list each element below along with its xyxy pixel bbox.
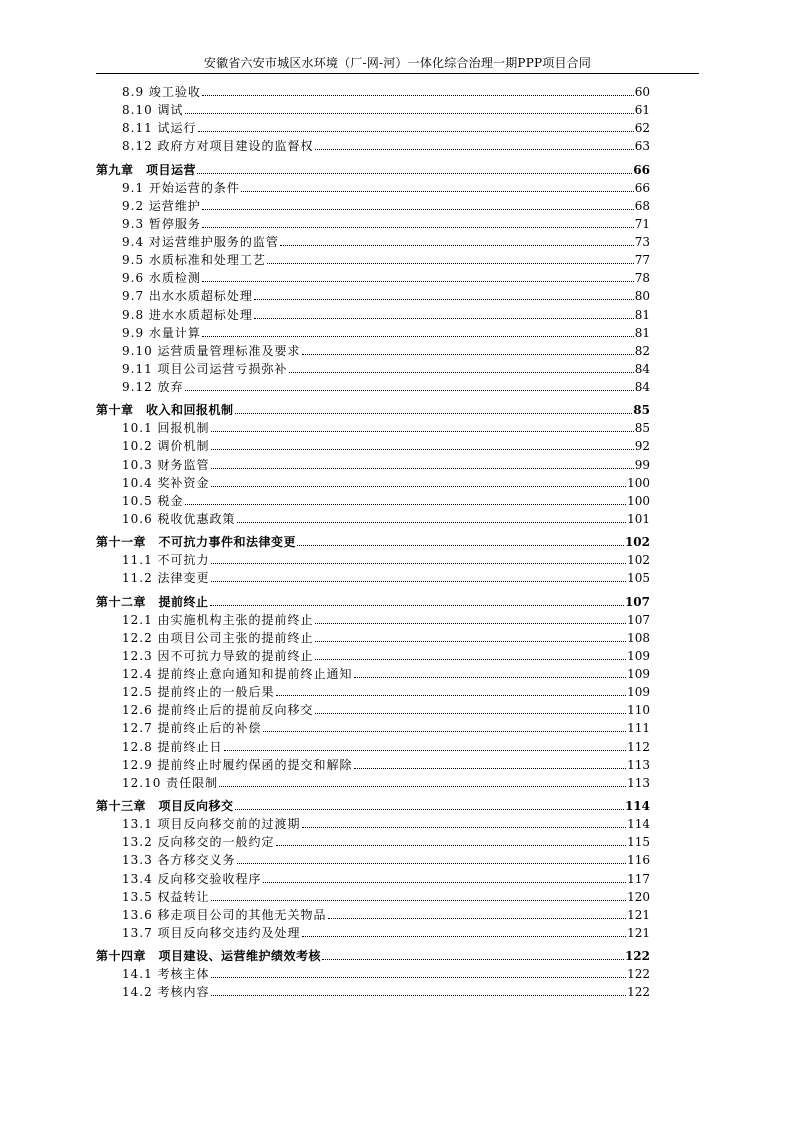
toc-page-number: 122 <box>627 985 650 1000</box>
toc-entry-label: 8.11 试运行 <box>122 121 197 136</box>
toc-entry-label: 8.10 调试 <box>122 103 184 118</box>
toc-page-number: 108 <box>627 631 650 645</box>
toc-entry-label: 12.10 责任限制 <box>122 775 219 790</box>
toc-entry-label: 13.5 权益转让 <box>122 889 210 904</box>
toc-dot-leader <box>197 173 632 174</box>
toc-page-number: 109 <box>627 685 650 700</box>
toc-section-entry[interactable] <box>96 867 650 885</box>
toc-page-number: 109 <box>627 649 650 664</box>
toc-entry-label: 12.9 提前终止时履约保函的提交和解除 <box>122 757 353 772</box>
toc-entry-label: 13.2 反向移交的一般约定 <box>122 835 275 850</box>
toc-page-number: 81 <box>634 307 650 322</box>
toc-entry-label: 14.1 考核主体 <box>122 967 210 982</box>
toc-dot-leader <box>211 563 627 564</box>
toc-page-number: 110 <box>627 703 650 718</box>
toc-entry-label: 13.4 反向移交验收程序 <box>122 871 262 886</box>
toc-section-entry[interactable] <box>96 376 650 394</box>
toc-entry-label: 12.8 提前终止日 <box>122 739 223 754</box>
toc-chapter-entry[interactable] <box>96 531 650 549</box>
toc-entry-label: 9.12 放弃 <box>122 379 184 394</box>
toc-dot-leader <box>263 731 627 732</box>
toc-chapter-entry[interactable] <box>96 159 650 177</box>
toc-dot-leader <box>315 659 627 660</box>
toc-section-entry[interactable] <box>96 117 650 135</box>
toc-page-number: 102 <box>627 553 650 568</box>
toc-section-entry[interactable] <box>96 772 650 790</box>
toc-page-number: 84 <box>634 361 650 376</box>
toc-section-entry[interactable] <box>96 645 650 663</box>
toc-section-entry[interactable] <box>96 717 650 735</box>
toc-section-entry[interactable] <box>96 99 650 117</box>
toc-dot-leader <box>328 918 627 919</box>
toc-page-number: 92 <box>634 439 650 454</box>
toc-dot-leader <box>211 995 627 996</box>
toc-dot-leader <box>276 695 627 696</box>
toc-page-number: 82 <box>634 343 650 358</box>
toc-page-number: 102 <box>624 535 650 550</box>
toc-section-entry[interactable] <box>96 249 650 267</box>
toc-page-number: 114 <box>627 817 650 832</box>
toc-entry-label: 10.1 回报机制 <box>122 421 210 436</box>
toc-dot-leader <box>354 677 627 678</box>
toc-page-number: 115 <box>627 835 650 850</box>
toc-dot-leader <box>237 863 627 864</box>
toc-entry-label: 13.1 项目反向移交前的过渡期 <box>122 817 301 832</box>
toc-section-entry[interactable] <box>96 567 650 585</box>
header-rule <box>96 73 699 74</box>
toc-page-number: 61 <box>634 103 650 118</box>
toc-chapter-entry[interactable] <box>96 399 650 417</box>
toc-entry-label: 10.2 调价机制 <box>122 439 210 454</box>
toc-section-entry[interactable] <box>96 886 650 904</box>
toc-page-number: 117 <box>627 871 650 886</box>
toc-page-number: 78 <box>634 271 650 286</box>
toc-entry-label: 10.6 税收优惠政策 <box>122 511 236 526</box>
toc-dot-leader <box>211 486 627 487</box>
toc-entry-label: 10.5 税金 <box>122 493 184 508</box>
toc-entry-label: 9.11 项目公司运营亏损弥补 <box>122 361 288 376</box>
toc-page-number: 85 <box>634 421 650 436</box>
table-of-contents <box>96 81 650 999</box>
toc-page-number: 122 <box>627 967 650 982</box>
toc-page-number: 107 <box>624 594 650 609</box>
toc-dot-leader <box>211 581 627 582</box>
toc-page-number: 111 <box>627 721 650 736</box>
toc-section-entry[interactable] <box>96 177 650 195</box>
toc-page-number: 116 <box>627 853 650 868</box>
toc-page-number: 121 <box>627 907 650 922</box>
toc-page-number: 63 <box>634 139 650 154</box>
toc-chapter-entry[interactable] <box>96 795 650 813</box>
toc-entry-label: 13.3 各方移交义务 <box>122 853 236 868</box>
page-header: 安徽省六安市城区水环境（厂-网-河）一体化综合治理一期PPP项目合同 <box>203 56 592 70</box>
toc-dot-leader <box>198 131 634 132</box>
toc-entry-label: 12.3 因不可抗力导致的提前终止 <box>122 649 314 664</box>
toc-section-entry[interactable] <box>96 213 650 231</box>
toc-section-entry[interactable] <box>96 135 650 153</box>
toc-page-number: 113 <box>627 757 650 772</box>
toc-page-number: 107 <box>627 612 650 627</box>
toc-entry-label: 第十一章 不可抗力事件和法律变更 <box>96 535 297 550</box>
toc-dot-leader <box>254 299 634 300</box>
toc-entry-label: 11.2 法律变更 <box>122 571 210 586</box>
toc-dot-leader <box>302 354 634 355</box>
toc-section-entry[interactable] <box>96 195 650 213</box>
toc-page-number: 112 <box>627 739 650 754</box>
toc-entry-label: 12.2 由项目公司主张的提前终止 <box>122 631 314 645</box>
toc-section-entry[interactable] <box>96 340 650 358</box>
toc-entry-label: 12.1 由实施机构主张的提前终止 <box>122 612 314 627</box>
toc-entry-label: 13.6 移走项目公司的其他无关物品 <box>122 907 327 922</box>
toc-section-entry[interactable] <box>96 267 650 285</box>
toc-dot-leader <box>322 959 624 960</box>
toc-dot-leader <box>280 245 634 246</box>
toc-dot-leader <box>315 641 627 642</box>
toc-section-entry[interactable] <box>96 813 650 831</box>
toc-page-number: 73 <box>634 235 650 250</box>
toc-page-number: 100 <box>627 493 650 508</box>
toc-page-number: 122 <box>624 949 650 964</box>
toc-page-number: 113 <box>627 775 650 790</box>
toc-section-entry[interactable] <box>96 358 650 376</box>
toc-page-number: 66 <box>633 162 650 177</box>
toc-section-entry[interactable] <box>96 627 650 645</box>
toc-section-entry[interactable] <box>96 417 650 435</box>
toc-section-entry[interactable] <box>96 435 650 453</box>
toc-dot-leader <box>263 882 627 883</box>
toc-dot-leader <box>211 449 634 450</box>
toc-entry-label: 9.5 水质标准和处理工艺 <box>122 253 266 268</box>
toc-entry-label: 8.12 政府方对项目建设的监督权 <box>122 139 314 154</box>
toc-section-entry[interactable] <box>96 81 650 99</box>
toc-dot-leader <box>211 900 627 901</box>
toc-dot-leader <box>237 522 627 523</box>
toc-dot-leader <box>185 390 634 391</box>
toc-dot-leader <box>276 845 627 846</box>
toc-entry-label: 9.2 运营维护 <box>122 198 201 213</box>
toc-section-entry[interactable] <box>96 453 650 471</box>
toc-dot-leader <box>289 372 634 373</box>
toc-dot-leader <box>235 809 624 810</box>
toc-entry-label: 9.10 运营质量管理标准及要求 <box>122 343 301 358</box>
toc-entry-label: 9.6 水质检测 <box>122 271 201 286</box>
toc-dot-leader <box>302 827 627 828</box>
toc-dot-leader <box>302 936 627 937</box>
toc-dot-leader <box>211 431 634 432</box>
toc-page-number: 85 <box>633 403 650 418</box>
toc-section-entry[interactable] <box>96 549 650 567</box>
toc-section-entry[interactable] <box>96 922 650 940</box>
toc-page-number: 100 <box>627 475 650 490</box>
toc-section-entry[interactable] <box>96 285 650 303</box>
toc-section-entry[interactable] <box>96 831 650 849</box>
toc-entry-label: 第十章 收入和回报机制 <box>96 403 234 418</box>
toc-section-entry[interactable] <box>96 472 650 490</box>
toc-entry-label: 11.1 不可抗力 <box>122 553 210 568</box>
toc-page-number: 105 <box>627 571 650 586</box>
toc-entry-label: 10.3 财务监管 <box>122 457 210 472</box>
toc-entry-label: 9.7 出水水质超标处理 <box>122 289 253 304</box>
toc-dot-leader <box>297 545 624 546</box>
toc-dot-leader <box>185 113 634 114</box>
toc-page-number: 62 <box>634 121 650 136</box>
toc-chapter-entry[interactable] <box>96 945 650 963</box>
toc-dot-leader <box>202 281 634 282</box>
toc-dot-leader <box>202 209 634 210</box>
toc-entry-label: 9.1 开始运营的条件 <box>122 180 240 195</box>
toc-dot-leader <box>202 227 634 228</box>
toc-section-entry[interactable] <box>96 699 650 717</box>
toc-entry-label: 12.6 提前终止后的提前反向移交 <box>122 703 314 718</box>
toc-section-entry[interactable] <box>96 322 650 340</box>
toc-page-number: 60 <box>634 85 650 100</box>
toc-dot-leader <box>202 336 634 337</box>
toc-chapter-entry[interactable] <box>96 591 650 609</box>
toc-entry-label: 9.4 对运营维护服务的监管 <box>122 235 279 250</box>
toc-section-entry[interactable] <box>96 963 650 981</box>
toc-dot-leader <box>224 750 627 751</box>
toc-entry-label: 10.4 奖补资金 <box>122 475 210 490</box>
toc-page-number: 68 <box>634 198 650 213</box>
toc-dot-leader <box>185 504 627 505</box>
toc-page-number: 101 <box>627 511 650 526</box>
toc-entry-label: 12.7 提前终止后的补偿 <box>122 721 262 736</box>
toc-section-entry[interactable] <box>96 735 650 753</box>
toc-entry-label: 第十二章 提前终止 <box>96 594 209 609</box>
toc-dot-leader <box>211 468 634 469</box>
toc-page-number: 84 <box>634 379 650 394</box>
toc-dot-leader <box>235 413 633 414</box>
toc-dot-leader <box>315 623 627 624</box>
toc-section-entry[interactable] <box>96 849 650 867</box>
toc-entry-label: 14.2 考核内容 <box>122 985 210 1000</box>
toc-dot-leader <box>315 713 627 714</box>
toc-page-number: 81 <box>634 325 650 340</box>
toc-dot-leader <box>211 977 627 978</box>
toc-page-number: 99 <box>634 457 650 472</box>
toc-section-entry[interactable] <box>96 663 650 681</box>
toc-dot-leader <box>354 768 627 769</box>
toc-entry-label: 9.9 水量计算 <box>122 325 201 340</box>
toc-entry-label: 第十三章 项目反向移交 <box>96 799 234 814</box>
toc-page-number: 114 <box>624 799 650 814</box>
toc-entry-label: 9.3 暂停服务 <box>122 217 201 232</box>
toc-section-entry[interactable] <box>96 231 650 249</box>
toc-section-entry[interactable] <box>96 904 650 922</box>
toc-dot-leader <box>254 318 634 319</box>
toc-dot-leader <box>267 263 634 264</box>
toc-dot-leader <box>241 191 634 192</box>
toc-section-entry[interactable] <box>96 490 650 508</box>
toc-page-number: 121 <box>627 925 650 940</box>
toc-page-number: 120 <box>627 889 650 904</box>
toc-dot-leader <box>202 95 634 96</box>
toc-dot-leader <box>315 149 634 150</box>
toc-entry-label: 12.4 提前终止意向通知和提前终止通知 <box>122 667 353 682</box>
toc-section-entry[interactable] <box>96 303 650 321</box>
toc-entry-label: 9.8 进水水质超标处理 <box>122 307 253 322</box>
toc-entry-label: 第十四章 项目建设、运营维护绩效考核 <box>96 949 322 964</box>
toc-dot-leader <box>219 786 626 787</box>
toc-section-entry[interactable] <box>96 754 650 772</box>
toc-entry-label: 13.7 项目反向移交违约及处理 <box>122 925 301 940</box>
toc-section-entry[interactable] <box>96 681 650 699</box>
toc-section-entry[interactable] <box>96 981 650 999</box>
toc-page-number: 80 <box>634 289 650 304</box>
toc-page-number: 66 <box>634 180 650 195</box>
toc-dot-leader <box>210 605 624 606</box>
toc-entry-label: 8.9 竣工验收 <box>122 85 201 100</box>
toc-entry-label: 12.5 提前终止的一般后果 <box>122 685 275 700</box>
toc-page-number: 71 <box>634 217 650 232</box>
toc-page-number: 109 <box>627 667 650 682</box>
toc-section-entry[interactable] <box>96 508 650 526</box>
toc-page-number: 77 <box>634 253 650 268</box>
toc-entry-label: 第九章 项目运营 <box>96 162 197 177</box>
toc-section-entry[interactable] <box>96 609 650 627</box>
